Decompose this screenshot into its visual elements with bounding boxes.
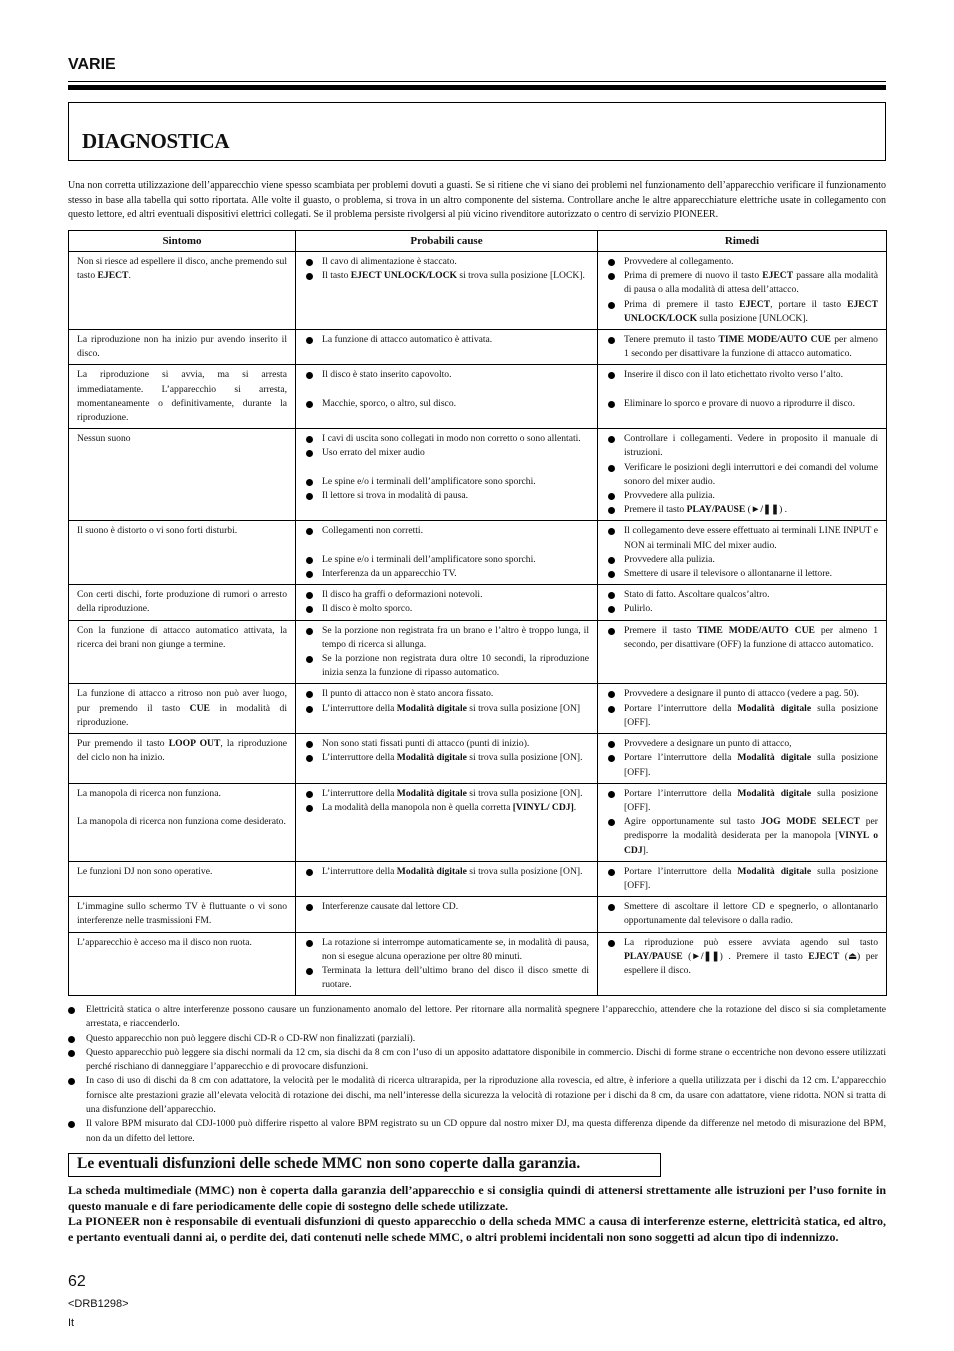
table-row — [69, 684, 887, 734]
bold-label: Modalità digitale — [396, 752, 467, 764]
remedy-item: Portare l’interruttore della Modalità digitale sulla posizione [OFF]. — [606, 751, 878, 779]
symptom-cell — [69, 783, 296, 861]
bold-label: Modalità digitale — [737, 865, 812, 877]
remedies-cell — [598, 734, 887, 784]
remedy-item: Provvedere al collegamento. — [606, 255, 878, 269]
bold-label: Modalità digitale — [737, 752, 812, 764]
remedies-cell — [598, 521, 887, 585]
bold-label: VINYL o CDJ — [624, 830, 878, 856]
remedy-item: Provvedere alla pulizia. — [606, 553, 878, 567]
cause-item: L’interruttore della Modalità digitale si trova sulla posizione [ON] — [304, 702, 589, 716]
cause-item: L’interruttore della Modalità digitale si trova sulla posizione [ON]. — [304, 865, 589, 879]
remedy-item: La riproduzione può essere avviata agendo sul tasto PLAY/PAUSE (►/❚❚) . Premere il tasto EJECT (⏏) per espellere il disco. — [606, 936, 878, 979]
symptom-text: Con certi dischi, forte produzione di rumori o arresto della riproduzione. — [77, 589, 287, 615]
symptom-text: L’apparecchio è acceso ma il disco non ruota. — [77, 936, 252, 948]
bold-label: EJECT — [97, 270, 129, 282]
table-row — [69, 861, 887, 896]
cause-item: L’interruttore della Modalità digitale si trova sulla posizione [ON]. — [304, 787, 589, 801]
remedy-item: Smettere di usare il televisore o allontanarne il lettore. — [606, 567, 878, 581]
remedy-item: Verificare le posizioni degli interruttori e dei comandi del volume sonoro del mixer audio. — [606, 461, 878, 489]
remedies-cell — [598, 620, 887, 684]
symptom-text: Pur premendo il tasto LOOP OUT, la riproduzione del ciclo non ha inizio. — [77, 738, 288, 764]
causes-cell — [296, 897, 598, 932]
header-sintomo: Sintomo — [69, 231, 296, 252]
symptom-cell — [69, 897, 296, 932]
bold-label: Modalità digitale — [396, 865, 467, 877]
table-row — [69, 429, 887, 521]
bold-label: Modalità digitale — [396, 702, 467, 714]
symptom-text: Non si riesce ad espellere il disco, anche premendo sul tasto EJECT. — [77, 256, 287, 282]
symptom-cell — [69, 330, 296, 365]
causes-cell — [296, 365, 598, 429]
cause-item: I cavi di uscita sono collegati in modo non corretto o sono allentati. — [304, 432, 589, 446]
cause-item: La modalità della manopola non è quella corretta [VINYL/ CDJ]. — [304, 801, 589, 815]
cause-item: L’interruttore della Modalità digitale si trova sulla posizione [ON]. — [304, 751, 589, 765]
bold-label: Modalità digitale — [396, 787, 467, 799]
notes-list — [68, 1003, 886, 1146]
symptom-text: Nessun suono — [77, 433, 131, 445]
cause-item: Il punto di attacco non è stato ancora fissato. — [304, 687, 589, 701]
causes-cell — [296, 932, 598, 996]
mmc-heading: Le eventuali disfunzioni delle schede MMC non sono coperte dalla garanzia. — [77, 1155, 581, 1172]
symptom-text: La riproduzione si avvia, ma si arresta immediatamente. L’apparecchio si arresta, momentaneamente o definitivamente, durante la riproduzione. — [77, 369, 287, 424]
remedies-cell — [598, 330, 887, 365]
causes-cell — [296, 429, 598, 521]
causes-cell — [296, 620, 598, 684]
table-row — [69, 521, 887, 585]
table-row — [69, 365, 887, 429]
symptom-text: Le funzioni DJ non sono operative. — [77, 865, 213, 877]
remedy-item: Prima di premere il tasto EJECT, portare il tasto EJECT UNLOCK/LOCK sulla posizione [UNLOCK]. — [606, 298, 878, 326]
symptom-cell — [69, 684, 296, 734]
language-code: It — [68, 1317, 75, 1329]
causes-cell — [296, 861, 598, 896]
table-row — [69, 620, 887, 684]
table-row — [69, 932, 887, 996]
cause-item: Macchie, sporco, o altro, sul disco. — [304, 397, 589, 411]
table-row — [69, 734, 887, 784]
cause-item: Il disco è stato inserito capovolto. — [304, 368, 589, 382]
bold-label: [VINYL/ CDJ] — [512, 801, 574, 813]
symptom-cell — [69, 620, 296, 684]
cause-item: Il cavo di alimentazione è staccato. — [304, 255, 589, 269]
cause-item: Il disco ha graffi o deformazioni notevoli. — [304, 588, 589, 602]
remedies-cell — [598, 585, 887, 620]
symptom-cell — [69, 521, 296, 585]
cause-item: Uso errato del mixer audio — [304, 446, 589, 460]
remedy-item: Inserire il disco con il lato etichettato rivolto verso l’alto. — [606, 368, 878, 382]
page-number: 62 — [68, 1273, 86, 1290]
note-item: Elettricità statica o altre interferenze possono causare un funzionamento anomalo del lettore. Per ritornare alla normalità spegnere l’apparecchio, attendere che la rotazione del disco si sia completamente arrestata, e riaccenderlo. — [68, 1003, 886, 1032]
bold-label: EJECT — [739, 298, 771, 310]
remedy-item: Eliminare lo sporco e provare di nuovo a riprodurre il disco. — [606, 397, 878, 411]
cause-item: Non sono stati fissati punti di attacco (punti di inizio). — [304, 737, 589, 751]
symptom-cell — [69, 252, 296, 330]
bold-label: TIME MODE/AUTO CUE — [697, 624, 815, 636]
remedy-item: Provvedere alla pulizia. — [606, 489, 878, 503]
cause-item: La funzione di attacco automatico è attivata. — [304, 333, 589, 347]
table-row — [69, 252, 887, 330]
bold-label: ►/❚❚ — [750, 504, 780, 516]
cause-item: Terminata la lettura dell’ultimo brano del disco il disco smette di ruotare. — [304, 964, 589, 992]
troubleshooting-table — [68, 230, 887, 996]
causes-cell — [296, 684, 598, 734]
remedy-item: Il collegamento deve essere effettuato ai terminali LINE INPUT e NON ai terminali MIC del mixer audio. — [606, 524, 878, 552]
table-row — [69, 897, 887, 932]
spacer — [606, 383, 878, 397]
symptom-cell — [69, 932, 296, 996]
bold-label: Modalità digitale — [737, 787, 812, 799]
symptom-text: La manopola di ricerca non funziona. — [77, 787, 221, 799]
cause-item: Interferenze causate dal lettore CD. — [304, 900, 589, 914]
spacer — [304, 461, 589, 475]
symptom-text: L’immagine sullo schermo TV è fluttuante o vi sono interferenze nelle trasmissioni FM. — [77, 901, 287, 927]
symptom-text: Con la funzione di attacco automatico attivata, la ricerca dei brani non giunge a termine. — [77, 624, 287, 650]
remedy-item: Tenere premuto il tasto TIME MODE/AUTO CUE per almeno 1 secondo per disattivare la funzione di attacco automatico. — [606, 333, 878, 361]
remedy-item: Portare l’interruttore della Modalità digitale sulla posizione [OFF]. — [606, 702, 878, 730]
causes-cell — [296, 734, 598, 784]
header-rule-thin — [68, 81, 886, 82]
section-title: VARIE — [68, 56, 116, 73]
note-item: In caso di uso di dischi da 8 cm con adattatore, la velocità per le modalità di ricerca ultrarapida, per la riproduzione alla rovescia, ed altre, è inferiore a quella utilizzata per i dischi da 12 cm. L’apparecchio fornisce alte prestazioni grazie all’elevata velocità di rotazione dei dischi, ma nell’interesse della sicurezza la velocità di rotazione per i dischi da 8 cm, da usare con adattatore, viene ridotta. NON si tratta di una disfunzione dell’apparecchio. — [68, 1074, 886, 1117]
bold-label: TIME MODE/AUTO CUE — [718, 334, 831, 346]
table-body — [69, 252, 887, 996]
table-row — [69, 783, 887, 861]
remedy-item: Prima di premere di nuovo il tasto EJECT passare alla modalità di pausa o alla modalità di attesa dell’attacco. — [606, 269, 878, 297]
remedy-item: Portare l’interruttore della Modalità digitale sulla posizione [OFF]. — [606, 865, 878, 893]
bold-label: Modalità digitale — [737, 702, 812, 714]
bold-label: EJECT UNLOCK/LOCK — [624, 298, 878, 324]
spacer — [77, 801, 287, 815]
remedies-cell — [598, 684, 887, 734]
remedies-cell — [598, 932, 887, 996]
cause-item: Il lettore si trova in modalità di pausa. — [304, 489, 589, 503]
cause-item: Se la porzione non registrata fra un brano e l’altro è troppo lunga, il tempo di ricerca si allunga. — [304, 624, 589, 652]
mmc-paragraph-2: La PIONEER non è responsabile di eventuali disfunzioni di questo apparecchio o della scheda MMC a causa di interferenze esterne, elettricità statica, ed altro, e pertanto eventuali danni ai, o perdite dei, dati contenuti nelle schede MMC, o altri problemi incidentali non sono soggetti ad alcun tipo di indennizzo. — [68, 1214, 886, 1245]
symptom-cell — [69, 365, 296, 429]
causes-cell — [296, 252, 598, 330]
remedy-item: Agire opportunamente sul tasto JOG MODE SELECT per predisporre la modalità desiderata per la manopola [VINYL o CDJ]. — [606, 815, 878, 858]
note-item: Questo apparecchio non può leggere dischi CD-R o CD-RW non finalizzati (parziali). — [68, 1032, 886, 1046]
remedy-item: Controllare i collegamenti. Vedere in proposito il manuale di istruzioni. — [606, 432, 878, 460]
table-header-row — [69, 231, 887, 252]
mmc-paragraph-1: La scheda multimediale (MMC) non è coperta dalla garanzia dell’apparecchio e si consiglia quindi di attenersi strettamente alle istruzioni per l’uso fornite in questo manuale e di fare periodicamente delle copie di sostegno delle schede utilizzate. — [68, 1183, 886, 1213]
bold-label: PLAY/PAUSE — [686, 504, 746, 516]
symptom-text: La riproduzione non ha inizio pur avendo inserito il disco. — [77, 334, 287, 360]
remedies-cell — [598, 365, 887, 429]
symptom-text: La funzione di attacco a ritroso non può aver luogo, pur premendo il tasto CUE in modalità di riproduzione. — [77, 688, 287, 728]
bold-label: PLAY/PAUSE — [624, 950, 683, 962]
symptom-cell — [69, 429, 296, 521]
remedy-item: Pulirlo. — [606, 602, 878, 616]
cause-item: Il tasto EJECT UNLOCK/LOCK si trova sulla posizione [LOCK]. — [304, 269, 589, 283]
note-item: Questo apparecchio può leggere sia dischi normali da 12 cm, sia dischi da 8 cm con l’uso di un apposito adattatore disponibile in commercio. Dischi di forme strane o eccentriche non devono essere utilizzati perché rischiano di danneggiare l’apparecchio e di provocare disfunzioni. — [68, 1046, 886, 1075]
document-code: <DRB1298> — [68, 1298, 129, 1310]
remedy-item: Smettere di ascoltare il lettore CD e spegnerlo, o allontanarlo opportunamente dal televisore o dalla radio. — [606, 900, 878, 928]
bold-label: JOG MODE SELECT — [760, 816, 860, 828]
title-box — [68, 102, 886, 161]
mmc-warning-box — [68, 1153, 661, 1177]
causes-cell — [296, 585, 598, 620]
spacer — [304, 539, 589, 553]
bold-label: LOOP OUT — [168, 738, 221, 750]
header-rimedi: Rimedi — [598, 231, 887, 252]
remedies-cell — [598, 252, 887, 330]
causes-cell — [296, 330, 598, 365]
intro-paragraph: Una non corretta utilizzazione dell’apparecchio viene spesso scambiata per problemi dovuti a guasti. Se si ritiene che vi siano dei problemi nel funzionamento dell’apparecchio verificare il funzionamento stesso in base alla tabella qui sotto riportata. Alle volte il guasto, o problema, si trova in un altro componente del sistema. Controllare anche le altre apparecchiature elettriche usate in collegamento con questo lettore, ed altri eventuali dispositivi elettrici collegati. Se il problema persiste rivolgersi al più vicino rivenditore autorizzato o centro di servizio PIONEER. — [68, 180, 886, 220]
symptom-cell — [69, 585, 296, 620]
bold-label: EJECT UNLOCK/LOCK — [350, 270, 457, 282]
bold-label: ►/❚❚ — [691, 950, 720, 962]
cause-item: Se la porzione non registrata dura oltre 10 secondi, la riproduzione inizia senza la funzione di ripasso automatico. — [304, 652, 589, 680]
causes-cell — [296, 783, 598, 861]
table-row — [69, 330, 887, 365]
mmc-text — [68, 1183, 886, 1246]
page-title: DIAGNOSTICA — [82, 129, 230, 153]
bold-label: CUE — [189, 702, 210, 714]
header-rule-thick — [68, 85, 886, 90]
remedy-item: Provvedere a designare un punto di attacco, — [606, 737, 878, 751]
table-row — [69, 585, 887, 620]
cause-item: Le spine e/o i terminali dell’amplificatore sono sporchi. — [304, 553, 589, 567]
remedy-item: Provvedere a designare il punto di attacco (vedere a pag. 50). — [606, 687, 878, 701]
remedies-cell — [598, 429, 887, 521]
cause-item: Le spine e/o i terminali dell’amplificatore sono sporchi. — [304, 475, 589, 489]
causes-cell — [296, 521, 598, 585]
remedy-item: Stato di fatto. Ascoltare qualcos’altro. — [606, 588, 878, 602]
symptom-text: Il suono è distorto o vi sono forti disturbi. — [77, 525, 238, 537]
remedy-item: Premere il tasto TIME MODE/AUTO CUE per almeno 1 secondo, per disattivare (OFF) la funzione di attacco automatico. — [606, 624, 878, 652]
bold-label: EJECT — [808, 950, 840, 962]
cause-item: Collegamenti non corretti. — [304, 524, 589, 538]
bold-label: EJECT — [762, 270, 794, 282]
cause-item: La rotazione si interrompe automaticamente se, in modalità di pausa, non si esegue alcuna operazione per oltre 80 minuti. — [304, 936, 589, 964]
symptom-cell — [69, 861, 296, 896]
remedies-cell — [598, 783, 887, 861]
cause-item: Interferenza da un apparecchio TV. — [304, 567, 589, 581]
note-item: Il valore BPM misurato dal CDJ-1000 può differire rispetto al valore BPM registrato su un CD oppure dal nostro mixer DJ, ma questa differenza dipende da differenze nel metodo di misurazione del BPM, non da un difetto del lettore. — [68, 1117, 886, 1146]
symptom-text: La manopola di ricerca non funziona come desiderato. — [77, 815, 286, 827]
remedy-item: Premere il tasto PLAY/PAUSE (►/❚❚) . — [606, 503, 878, 517]
remedy-item: Portare l’interruttore della Modalità digitale sulla posizione [OFF]. — [606, 787, 878, 815]
cause-item: Il disco è molto sporco. — [304, 602, 589, 616]
remedies-cell — [598, 897, 887, 932]
remedies-cell — [598, 861, 887, 896]
symptom-cell — [69, 734, 296, 784]
header-cause: Probabili cause — [296, 231, 598, 252]
spacer — [304, 383, 589, 397]
